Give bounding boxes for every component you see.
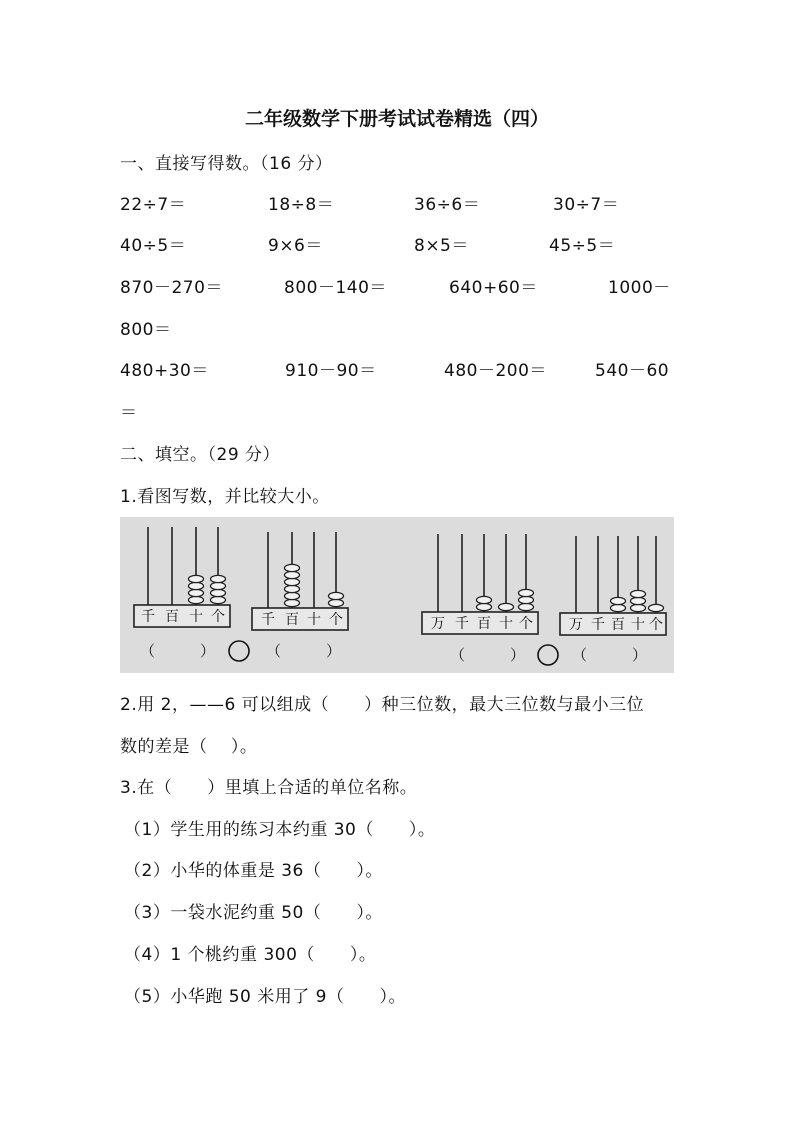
answer-blank: （ ） [140, 642, 216, 660]
abacus-bead [631, 604, 646, 611]
abacus-bead [285, 599, 300, 606]
arith-item: 8×5＝ [414, 236, 469, 256]
section1-heading: 一、直接写得数。（16 分） [120, 154, 333, 174]
abacus-place-label: 百 [285, 612, 299, 628]
arith-item: 870－270＝ [120, 278, 223, 298]
abacus-place-label: 个 [519, 616, 533, 632]
abacus-bead [329, 599, 344, 606]
arith-item: 45÷5＝ [549, 236, 616, 256]
abacus-figure [120, 517, 674, 673]
abacus-place-label: 十 [189, 609, 203, 625]
arith-item: 30÷7＝ [553, 195, 620, 215]
abacus-place-label: 十 [307, 612, 321, 628]
abacus-place-label: 千 [261, 612, 275, 628]
abacus-place-label: 百 [477, 616, 491, 632]
abacus-bead [519, 603, 534, 610]
abacus-bead [649, 604, 664, 611]
question-3: 3.在（ ）里填上合适的单位名称。 [120, 778, 418, 798]
arith-item: 22÷7＝ [120, 195, 187, 215]
abacus-place-label: 个 [211, 609, 225, 625]
arith-item: 1000－ [608, 278, 671, 298]
abacus-bead [611, 597, 626, 604]
question-2-line-2: 数的差是（ ）。 [120, 737, 258, 757]
arith-item: 480+30＝ [120, 361, 209, 381]
arith-item: 36÷6＝ [414, 195, 481, 215]
question-3-item: （5）小华跑 50 米用了 9（ ）。 [124, 987, 406, 1007]
abacus-place-label: 百 [611, 617, 625, 633]
abacus-bead [211, 582, 226, 589]
abacus-place-label: 个 [329, 612, 343, 628]
abacus-bead [285, 571, 300, 578]
abacus-bead [189, 589, 204, 596]
abacus-bead [189, 582, 204, 589]
abacus-bead [285, 585, 300, 592]
abacus-place-label: 万 [569, 617, 583, 633]
abacus-place-label: 百 [165, 609, 179, 625]
arith-item: 480－200＝ [444, 361, 547, 381]
abacus-bead [631, 597, 646, 604]
abacus-place-label: 十 [499, 616, 513, 632]
abacus-bead [211, 589, 226, 596]
compare-circle [538, 645, 558, 665]
abacus-bead [477, 603, 492, 610]
abacus-bead [189, 596, 204, 603]
abacus-bead [285, 592, 300, 599]
arith-item: 18÷8＝ [268, 195, 335, 215]
arith-item: 800－140＝ [284, 278, 387, 298]
abacus-drawing [120, 517, 674, 673]
arith-item: ＝ [120, 403, 138, 423]
question-3-item: （2）小华的体重是 36（ ）。 [124, 861, 383, 881]
arith-item: 40÷5＝ [120, 236, 187, 256]
answer-blank: （ ） [572, 646, 648, 664]
abacus-bead [285, 578, 300, 585]
question-3-item: （3）一袋水泥约重 50（ ）。 [124, 903, 383, 923]
abacus-bead [211, 575, 226, 582]
abacus-place-label: 千 [591, 617, 605, 633]
answer-blank: （ ） [266, 642, 342, 660]
abacus-bead [499, 603, 514, 610]
arith-item: 640+60＝ [449, 278, 538, 298]
question-3-item: （1）学生用的练习本约重 30（ ）。 [124, 820, 436, 840]
abacus-bead [211, 596, 226, 603]
abacus-bead [189, 575, 204, 582]
abacus-bead [631, 590, 646, 597]
abacus-bead [329, 592, 344, 599]
section2-heading: 二、填空。（29 分） [120, 445, 281, 465]
abacus-bead [519, 596, 534, 603]
page-title: 二年级数学下册考试试卷精选（四） [244, 108, 549, 130]
abacus-place-label: 万 [431, 616, 445, 632]
question-3-item: （4）1 个桃约重 300（ ）。 [124, 945, 377, 965]
abacus-bead [477, 596, 492, 603]
arith-item: 800＝ [120, 320, 172, 340]
abacus-place-label: 个 [649, 617, 663, 633]
abacus-bead [611, 604, 626, 611]
arith-item: 540－60 [595, 361, 670, 381]
abacus-place-label: 千 [455, 616, 469, 632]
question-1: 1.看图写数，并比较大小。 [120, 487, 330, 507]
abacus-bead [519, 589, 534, 596]
answer-blank: （ ） [450, 646, 526, 664]
arith-item: 910－90＝ [285, 361, 377, 381]
abacus-place-label: 十 [631, 617, 645, 633]
abacus-place-label: 千 [141, 609, 155, 625]
compare-circle [229, 641, 249, 661]
abacus-bead [285, 564, 300, 571]
arith-item: 9×6＝ [268, 236, 323, 256]
question-2-line-1: 2.用 2，——6 可以组成（ ）种三位数，最大三位数与最小三位 [120, 695, 645, 715]
